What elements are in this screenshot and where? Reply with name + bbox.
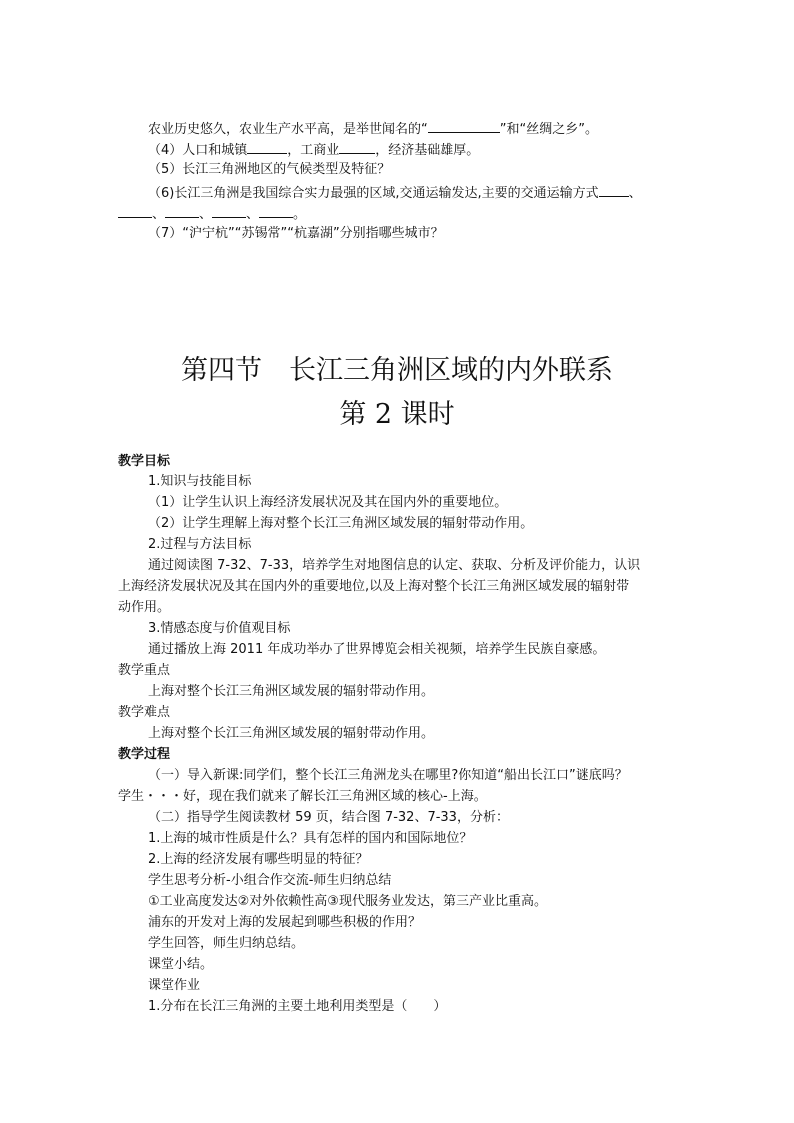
text-line: 上海经济发展状况及其在国内外的重要地位,以及上海对整个长江三角洲区域发展的辐射带 [118, 579, 630, 594]
text-line: （2）让学生理解上海对整个长江三角洲区域发展的辐射带动作用。 [148, 516, 534, 531]
section-heading: 教学难点 [118, 705, 171, 720]
text-fragment: 。 [293, 207, 307, 222]
text-line: （1）让学生认识上海经济发展状况及其在国内外的重要地位。 [148, 495, 508, 510]
fill-blank [247, 139, 287, 154]
text-line: 课堂小结。 [148, 957, 214, 972]
text-line: 通过播放上海 2011 年成功举办了世界博览会相关视频，培养学生民族自豪感。 [148, 642, 606, 657]
text-line: 通过阅读图 7-32、7-33，培养学生对地图信息的认定、获取、分析及评价能力，认识 [148, 558, 641, 573]
text-line [148, 118, 598, 140]
text-fragment: 农业历史悠久，农业生产水平高，是举世闻名的“ [148, 122, 428, 137]
section-heading: 教学重点 [118, 663, 171, 678]
text-line [148, 139, 479, 161]
section-heading: 教学目标 [118, 454, 171, 469]
text-line: 上海对整个长江三角洲区域发展的辐射带动作用。 [148, 684, 435, 699]
fill-blank [212, 203, 246, 218]
text-line: 动作用。 [118, 600, 171, 615]
text-fragment: ，工商业 [287, 143, 340, 158]
text-line: ①工业高度发达②对外依赖性高③现代服务业发达，第三产业比重高。 [148, 894, 547, 909]
text-line: 1.上海的城市性质是什么？具有怎样的国内和国际地位？ [148, 831, 473, 846]
text-line: 上海对整个长江三角洲区域发展的辐射带动作用。 [148, 726, 435, 741]
text-line [118, 203, 306, 225]
fill-blank [599, 182, 629, 197]
section-heading: 教学过程 [118, 747, 171, 762]
fill-blank [428, 118, 500, 133]
text-line: 2.过程与方法目标 [148, 537, 252, 552]
text-fragment: 、 [246, 207, 260, 222]
text-fragment: （4）人口和城镇 [148, 143, 248, 158]
text-line: 浦东的开发对上海的发展起到哪些积极的作用？ [148, 915, 422, 930]
text-line: 学生・・・好，现在我们就来了解长江三角洲区域的核心-上海。 [118, 789, 487, 804]
text-line: （7）“沪宁杭”“苏锡常”“杭嘉湖”分别指哪些城市？ [148, 226, 444, 241]
text-line: 课堂作业 [148, 978, 201, 993]
text-line: （二）指导学生阅读教材 59 页，结合图 7-32、7-33，分析： [148, 810, 509, 825]
fill-blank [118, 203, 152, 218]
text-line: （一）导入新课:同学们，整个长江三角洲龙头在哪里?你知道“船出长江口”谜底吗？ [148, 768, 628, 783]
text-fragment: 、 [628, 186, 642, 201]
text-fragment: （6)长江三角洲是我国综合实力最强的区域,交通运输发达,主要的交通运输方式 [148, 186, 599, 201]
fill-blank [259, 203, 293, 218]
text-line [148, 182, 642, 204]
text-fragment: ，经济基础雄厚。 [375, 143, 480, 158]
text-line: 1.知识与技能目标 [148, 474, 252, 489]
text-line: 学生回答，师生归纳总结。 [148, 936, 305, 951]
text-line: （5）长江三角洲地区的气候类型及特征？ [148, 162, 391, 177]
text-line: 1.分布在长江三角洲的主要土地利用类型是（ ） [148, 999, 447, 1014]
text-line: 3.情感态度与价值观目标 [148, 621, 291, 636]
text-line: 2.上海的经济发展有哪些明显的特征？ [148, 852, 369, 867]
text-line: 学生思考分析-小组合作交流-师生归纳总结 [148, 873, 392, 888]
fill-blank [339, 139, 375, 154]
text-fragment: 、 [152, 207, 166, 222]
text-fragment: 、 [199, 207, 213, 222]
fill-blank [165, 203, 199, 218]
page-subtitle: 第 2 课时 [339, 399, 455, 430]
page-title: 第四节 长江三角洲区域的内外联系 [181, 355, 613, 386]
text-fragment: ”和“丝绸之乡”。 [499, 122, 598, 137]
